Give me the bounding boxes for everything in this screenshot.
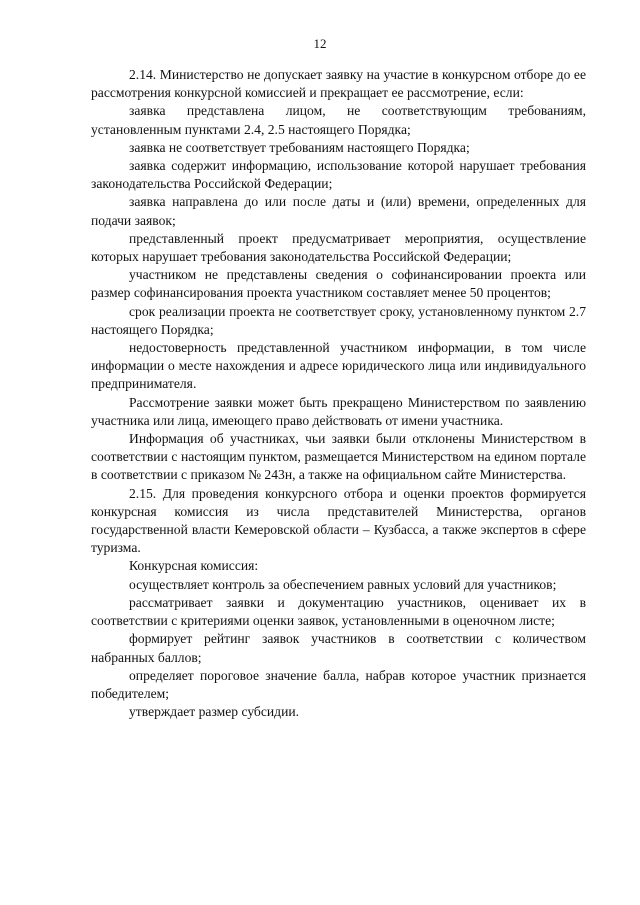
paragraph: Конкурсная комиссия: bbox=[129, 558, 259, 574]
paragraph: недостоверность представленной участником информации, в том числе информации о месте нахождения и адресе юридического лица или индивидуального предпринимателя. bbox=[91, 340, 586, 392]
paragraph: рассматривает заявки и документацию участников, оценивает их в соответствии с критериями оценки заявок, установленными в оценочном листе; bbox=[91, 594, 586, 629]
paragraph: Рассмотрение заявки может быть прекращено Министерством по заявлению участника или лица, имеющего право действовать от имени участника. bbox=[91, 394, 586, 428]
paragraph-2-14: 2.14. Министерство не допускает заявку на участие в конкурсном отборе до ее рассмотрения конкурсной комиссией и прекращает ее рассмотрение, если: bbox=[91, 67, 586, 101]
paragraph: определяет пороговое значение балла, набрав которое участник признается победителем; bbox=[91, 667, 586, 701]
paragraph: формирует рейтинг заявок участников в соответствии с количеством набранных баллов; bbox=[91, 631, 586, 665]
paragraph: участником не представлены сведения о софинансировании проекта или размер софинансирования проекта участником составляет менее 50 процентов; bbox=[91, 267, 586, 301]
paragraph: заявка не соответствует требованиям настоящего Порядка; bbox=[129, 139, 470, 155]
paragraph: заявка направлена до или после даты и (или) времени, определенных для подачи заявок; bbox=[91, 194, 586, 228]
page-number: 12 bbox=[313, 36, 327, 51]
paragraph: представленный проект предусматривает мероприятия, осуществление которых нарушает требования законодательства Российской Федерации; bbox=[91, 230, 586, 265]
paragraph: утверждает размер субсидии. bbox=[129, 704, 300, 720]
document-body bbox=[91, 66, 586, 721]
paragraph: заявка представлена лицом, не соответствующим требованиям, установленным пунктами 2.4, 2.5 настоящего Порядка; bbox=[91, 103, 586, 137]
paragraph: осуществляет контроль за обеспечением равных условий для участников; bbox=[129, 576, 557, 592]
paragraph: заявка содержит информацию, использование которой нарушает требования законодательства Российской Федерации; bbox=[91, 158, 586, 192]
paragraph-2-15: 2.15. Для проведения конкурсного отбора и оценки проектов формируется конкурсная комиссия из числа представителей Министерства, органов государственной власти Кемеровской области – Кузбасса, а также экспертов в сфере туризма. bbox=[91, 485, 586, 556]
paragraph: Информация об участниках, чьи заявки были отклонены Министерством в соответствии с настоящим пунктом, размещается Министерством на едином портале в соответствии с приказом № 243н, а также на официальном сайте Министерства. bbox=[91, 431, 586, 483]
paragraph: срок реализации проекта не соответствует сроку, установленному пунктом 2.7 настоящего Порядка; bbox=[91, 303, 586, 337]
